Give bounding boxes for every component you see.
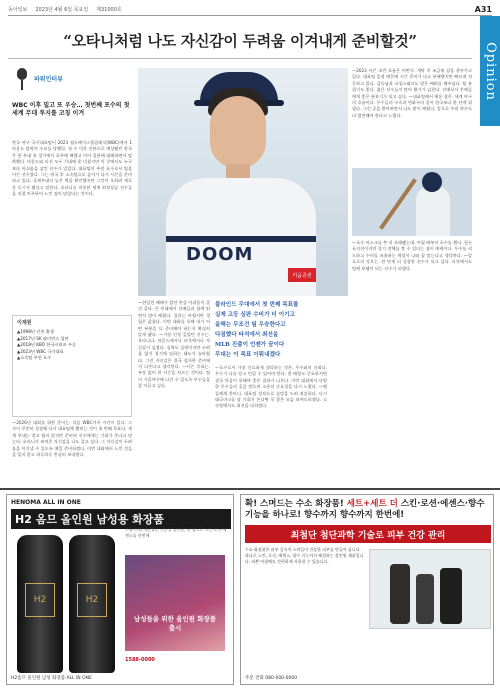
profile-box <box>12 315 132 417</box>
opinion-section-tab: Opinion <box>480 16 500 126</box>
pull-quote: 블라인드 무대에서 첫 번째 목표를 실제 고등 심판 수비가 더 이기고 올해는 무조건 팀 우승한다고 다짐했다 타석에서 최선을 MLB 진출이 언젠가 꿈이다 무대는 이 목표 이뤄내겠다 <box>215 302 299 358</box>
interview-label: 파워인터뷰 <box>34 76 63 83</box>
article-column-5: —포수 마스크를 쓴 지 오래됐는데. 어릴 때부터 포수를 했다. 힘든 포지션이지만 경기 전체를 볼 수 있다는 점이 매력이다. 투수를 리드하고 수비를 조율하는 역할이 나와 잘 맞는다고 생각한다. —앞으로의 각오는. 한 단계 더 성장한 선수가 되고 싶다. 타격에서도 팀에 보탬이 되는 선수가 되겠다. <box>352 240 472 271</box>
cosmetics-ad-left <box>6 494 234 685</box>
article-column-4: —2026년 대회를 위한 준비는. 다음 WBC까지 시간이 있다. 그 사이 꾸준히 성장해 다시 대표팀에 뽑히는 것이 첫 번째 목표다. 세계 무대는 결코 쉽지 않지만 준비된 선수에게는 기회가 온다고 믿는다. 오타니가 보여준 자신감을 나도 갖고 싶다. 그 자신감이 두려움을 이겨낼 수 있도록 매일 준비하겠다. 이번 대회에서 느낀 것들을 잊지 않고 하루하루 충실히 보내겠다. <box>12 420 132 458</box>
jersey-sponsor: 키움증권 <box>288 268 316 282</box>
profile-title: 이재원 <box>17 320 32 326</box>
profile-line: ▲2017년 SK 와이번스 입단 <box>17 335 69 341</box>
jersey-text: DOOM <box>186 244 254 265</box>
ad-poster <box>125 555 225 651</box>
issue-date: 2023년 4월 6일 목요일 <box>35 7 89 13</box>
profile-line: ▲2018년 KBO 한국시리즈 우승 <box>17 342 77 348</box>
ad-subtitle: 주름·미백 개선 2중 기능성 올인원, 한 병으로 스킨·로션·에센스를 한번에 <box>125 527 227 538</box>
page-number: A31 <box>474 5 492 14</box>
ad-footer: H2옴므 올인원 남성 화장품 ALL IN ONE <box>11 676 92 681</box>
article-column-1: 한국 야구 국가대표팀이 2023 월드베이스볼클래식(WBC)에서 1라운드 탈락의 수모를 당했다. 첫 수 이후 신분으로 예상됐던 한국은 본 무대 첫 경기에서 호주에 패했고 이어 일본에 대패하면서 탈락했다. 마운드와 타선 모두 기대에 못 미쳤지만 이 중에서도 누구보다 아쉬움을 삼킨 선수가 있었다. 대표팀의 주전 포수로서 팀을 이끈 선수였다. 그는 귀국 후 소속팀으로 돌아가 다시 시즌을 준비하고 있다. 국제무대의 높은 벽을 확인했지만 그것이 오히려 새로운 동기가 됐다고 말한다. 오타니를 비롯한 세계 최정상급 선수들을 직접 마주하며 느낀 점이 많았다는 것이다. <box>12 140 132 197</box>
article-lead: WBC 이후 밀고 또 우승… 첫번째 포수의 첫 세계 무대 투지를 코칭 이겨 <box>12 102 130 117</box>
paper-name: 동아일보 <box>8 7 28 13</box>
ad-title: H2 옴므 올인원 남성용 화장품 <box>11 509 231 529</box>
profile-line: ▲소속팀 주전 포수 <box>17 355 52 361</box>
microphone-icon <box>12 68 32 92</box>
ad-divider <box>0 488 500 490</box>
ad-body: 수소 화장품은 피부 깊숙이 스며들어 건강한 피부를 만들어 줍니다. 하나로 스킨, 로션, 에센스, 향수 기능까지 해결하는 올인원 제품입니다. 바쁜 아침에도 간편하게 사용할 수 있습니다. <box>245 547 364 564</box>
masthead <box>8 4 492 16</box>
player-portrait-photo <box>138 68 348 296</box>
ad-banner: 최첨단 첨단과학 기술로 피부 건강 관리 <box>245 525 491 543</box>
article-column-3: —포수로서 가장 중요하게 생각하는 것은. 투수와의 신뢰다. 투수가 나를 믿고 던질 수 있어야 한다. 볼 배합도 중요하지만 결국 마음이 통해야 좋은 결과가 나온다. 이번 대회에서 다양한 투수들의 공을 받으며 소통의 중요성을 다시 느꼈다. —팬들에게 한마디. 대표팀 성적으로 실망을 드려 죄송하다. 다시 태극마크를 달 기회가 온다면 꼭 좋은 모습 보여드리겠다. 소속팀에서도 최선을 다하겠다. <box>215 365 327 409</box>
bottle-image: H2 <box>69 535 115 673</box>
ad-headline: 확! 스며드는 수소 화장품! 세트+세트 더 스킨·로션·에센스·향수 기능을 하나로! 향수까지 향수까지 한번에! <box>245 499 485 520</box>
profile-line: ▲1998년 인천 출생 <box>17 329 54 335</box>
article-column-2: —한일전 패배가 컸던 만큼 아쉬움이 클 것 같다. 큰 무대에서 선배들과 함께 뛰면서 많이 배웠다. 결과는 아쉽지만 경험은 값졌다. 이번 대회를 통해 내가 어떤 부분을 더 준비해야 하는지 확실히 알게 됐다. —가장 인상 깊었던 선수는. 오타니다. 마운드에서나 타석에서나 자신감이 넘쳤다. 실력도 실력이지만 두려움 없이 경기에 임하는 태도가 놀라웠다. 그런 자신감은 결국 철저한 준비에서 나온다고 생각한다. —시즌 목표는. 부상 없이 한 시즌을 치르는 것이다. 팀이 가을야구에 나갈 수 있도록 투수들을 잘 이끌고 싶다. <box>138 300 210 389</box>
cosmetics-ad-right <box>240 494 494 685</box>
ad-phone: 1588-0000 <box>125 657 155 663</box>
poster-text: 남성들을 위한 올인원 화장품 출시 <box>133 615 217 632</box>
article-column-6: —2023 시즌 초반 흐름은 어떤가. 개막 후 조금씩 감을 찾아가고 있다. 대표팀 일정 때문에 시즌 준비가 다소 부족했지만 빠르게 적응하고 있다. 감독님과 코칭스태프도 많은 배려를 해주셨다. 팀 분위기도 좋다. 젊은 선수들이 많아 활기가 넘친다. 선배로서 후배들에게 좋은 본보기가 되고 싶다. —대표팀에서 배운 점은. 세계 야구의 흐름이다. 투수들의 구속과 변화구의 질이 한국보다 한 단계 위였다. 그런 공을 받아보면서 나도 많이 배웠다. 앞으로 우리 야구도 더 발전해야 한다고 느꼈다. <box>352 68 472 118</box>
product-image <box>369 549 491 629</box>
issue-number: 제31000호 <box>96 7 122 13</box>
profile-line: ▲2023년 WBC 국가대표 <box>17 348 64 354</box>
article-headline: “오타니처럼 나도 자신감이 두려움 이겨내게 준비할것” <box>63 32 417 50</box>
interview-badge <box>12 66 72 94</box>
divider <box>8 58 472 59</box>
ad-brand: HENOMA ALL IN ONE <box>11 499 81 506</box>
batting-photo <box>352 168 472 236</box>
bottle-image: H2 <box>17 535 63 673</box>
ad-order-line: 주문 전화 080-000-0000 <box>245 676 298 681</box>
